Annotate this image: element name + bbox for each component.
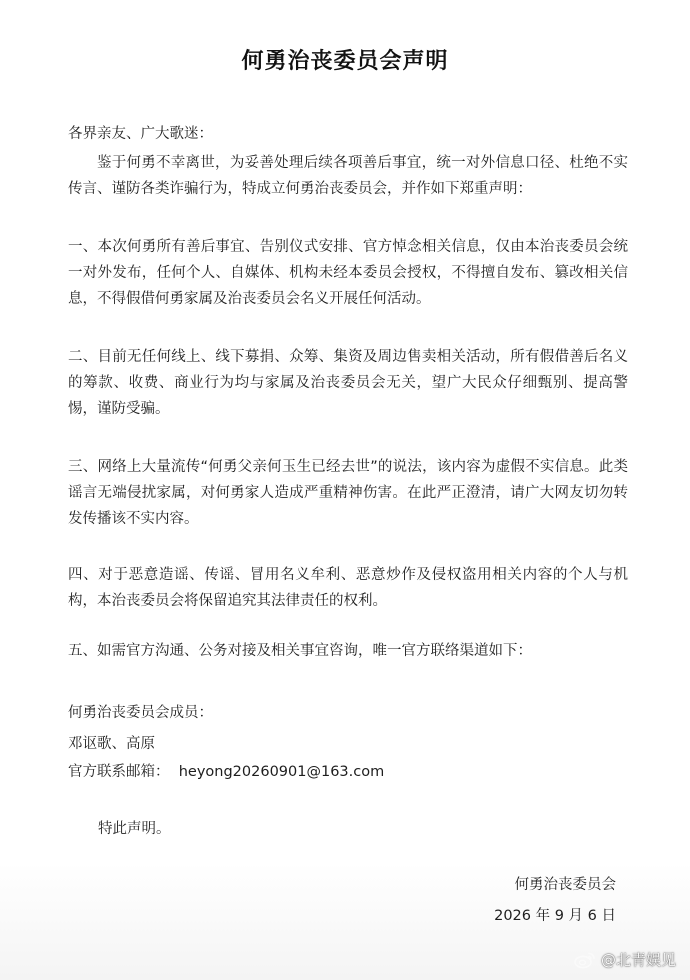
statement-item-5: 五、如需官方沟通、公务对接及相关事宜咨询，唯一官方联络渠道如下： [68,643,532,659]
weibo-icon [574,951,596,969]
salutation: 各界亲友、广大歌迷： [68,126,213,142]
closing-statement: 特此声明。 [98,821,171,837]
statement-item-2: 二、目前无任何线上、线下募捐、众筹、集资及周边售卖相关活动，所有假借善后名义的筹款、收费、商业行为均与家属及治丧委员会无关，望广大民众仔细甄别、提高警惕，谨防受骗。 [68,349,628,417]
statement-date: 2026 年 9 月 6 日 [494,908,616,924]
statement-item-3: 三、网络上大量流传“何勇父亲何玉生已经去世”的说法，该内容为虚假不实信息。此类谣言无端侵扰家属，对何勇家人造成严重精神伤害。在此严正澄清，请广大网友切勿转发传播该不实内容。 [68,459,628,527]
contact-email: 官方联系邮箱： heyong20260901@163.com [68,764,385,780]
watermark-text: @北青娱见 [600,951,676,969]
source-watermark [574,949,676,970]
signature: 何勇治丧委员会 [514,877,616,893]
intro-paragraph: 鉴于何勇不幸离世，为妥善处理后续各项善后事宜，统一对外信息口径、杜绝不实传言、谨防各类诈骗行为，特成立何勇治丧委员会，并作如下郑重声明： [68,155,628,197]
statement-item-4: 四、对于恶意造谣、传谣、冒用名义牟利、恶意炒作及侵权盗用相关内容的个人与机构，本治丧委员会将保留追究其法律责任的权利。 [68,567,628,609]
page-title: 何勇治丧委员会声明 [241,49,449,74]
members-names: 邓讴歌、高原 [68,736,155,752]
members-label: 何勇治丧委员会成员： [68,705,213,721]
statement-item-1: 一、本次何勇所有善后事宜、告别仪式安排、官方悼念相关信息，仅由本治丧委员会统一对外发布，任何个人、自媒体、机构未经本委员会授权，不得擅自发布、篡改相关信息，不得假借何勇家属及治丧委员会名义开展任何活动。 [68,239,628,307]
